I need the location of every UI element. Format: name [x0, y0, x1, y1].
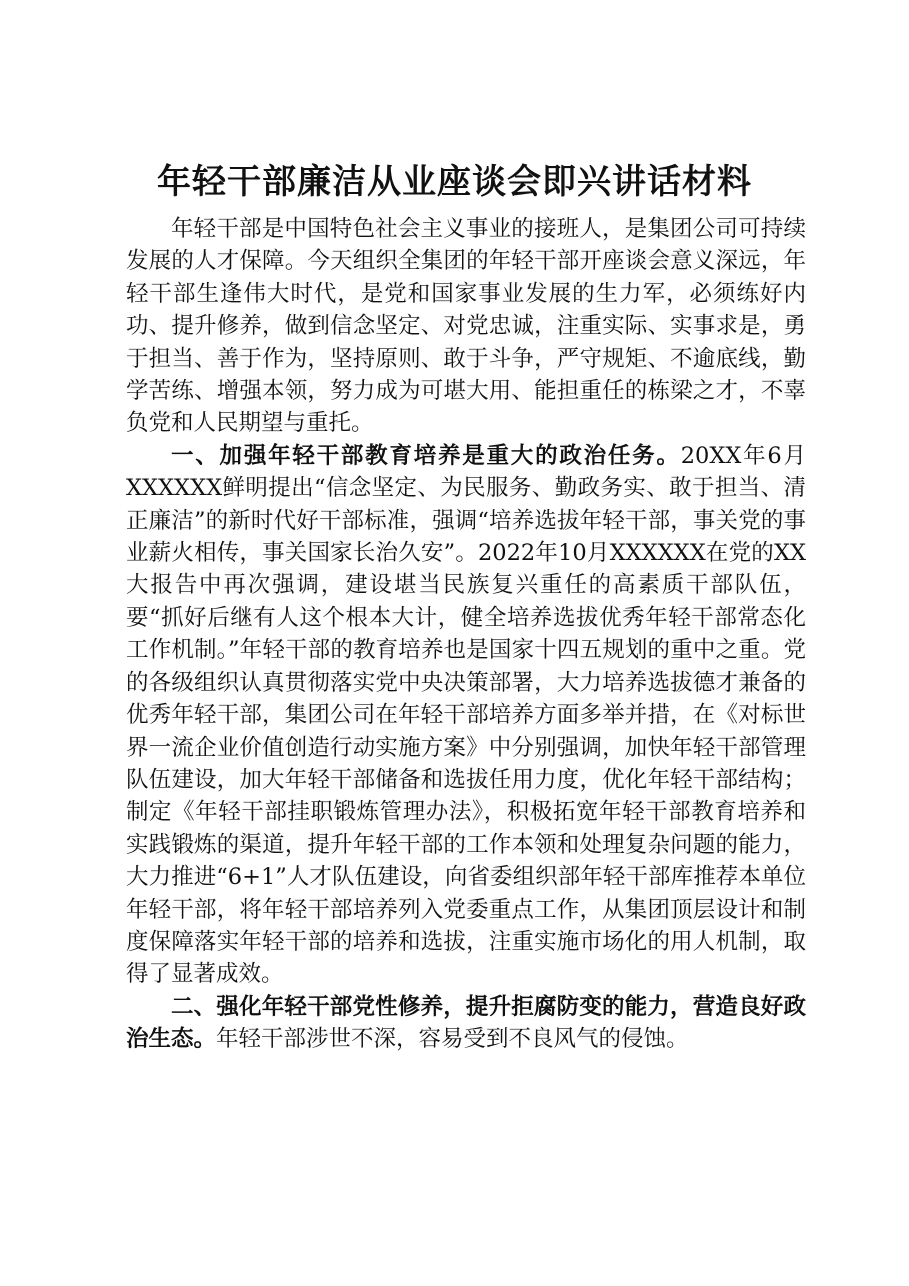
section-2-body: 年轻干部涉世不深，容易受到不良风气的侵蚀。	[216, 1026, 689, 1053]
document-title: 年轻干部廉洁从业座谈会即兴讲话材料	[157, 162, 752, 202]
section-1-body: 20XX年6月XXXXXX鲜明提出“信念坚定、为民服务、勤政务实、敢于担当、清正廉洁”的新时代好干部标准，强调“培养选拔年轻干部，事关党的事业薪火相传，事关国家长治久安”。2022年10月XXXXXX在党的XX大报告中再次强调，建设堪当民族复兴重任的高素质干部队伍，要“抓好后继有人这个根本大计，健全培养选拔优秀年轻干部常态化工作机制。”年轻干部的教育培养也是国家十四五规划的重中之重。党的各级组织认真贯彻落实党中央决策部署，大力培养选拔德才兼备的优秀年轻干部，集团公司在年轻干部培养方面多举并措，在《对标世界一流企业价值创造行动实施方案》中分别强调，加快年轻干部管理队伍建设，加大年轻干部储备和选拔任用力度，优化年轻干部结构；制定《年轻干部挂职锻炼管理办法》，积极拓宽年轻干部教育培养和实践锻炼的渠道，提升年轻干部的工作本领和处理复杂问题的能力，大力推进“6+1”人才队伍建设，向省委组织部年轻干部库推荐本单位年轻干部，将年轻干部培养列入党委重点工作，从集团顶层设计和制度保障落实年轻干部的培养和选拔，注重实施市场化的用人机制，取得了显著成效。	[126, 442, 806, 988]
intro-paragraph: 年轻干部是中国特色社会主义事业的接班人，是集团公司可持续发展的人才保障。今天组织全集团的年轻干部开座谈会意义深远，年轻干部生逢伟大时代，是党和国家事业发展的生力军，必须练好内功、提升修养，做到信念坚定、对党忠诚，注重实际、实事求是，勇于担当、善于作为，坚持原则、敢于斗争，严守规矩、不逾底线，勤学苦练、增强本领，努力成为可堪大用、能担重任的栋梁之才，不辜负党和人民期望与重托。	[126, 216, 806, 437]
section-2-paragraph	[126, 991, 806, 1056]
section-2-heading: 二、强化年轻干部党性修养，提升拒腐防变的能力，营造良好政治生态。	[126, 993, 806, 1053]
document-body	[126, 213, 806, 1056]
section-1-heading: 一、加强年轻干部教育培养是重大的政治任务。	[171, 442, 681, 469]
section-1-paragraph	[126, 440, 806, 991]
